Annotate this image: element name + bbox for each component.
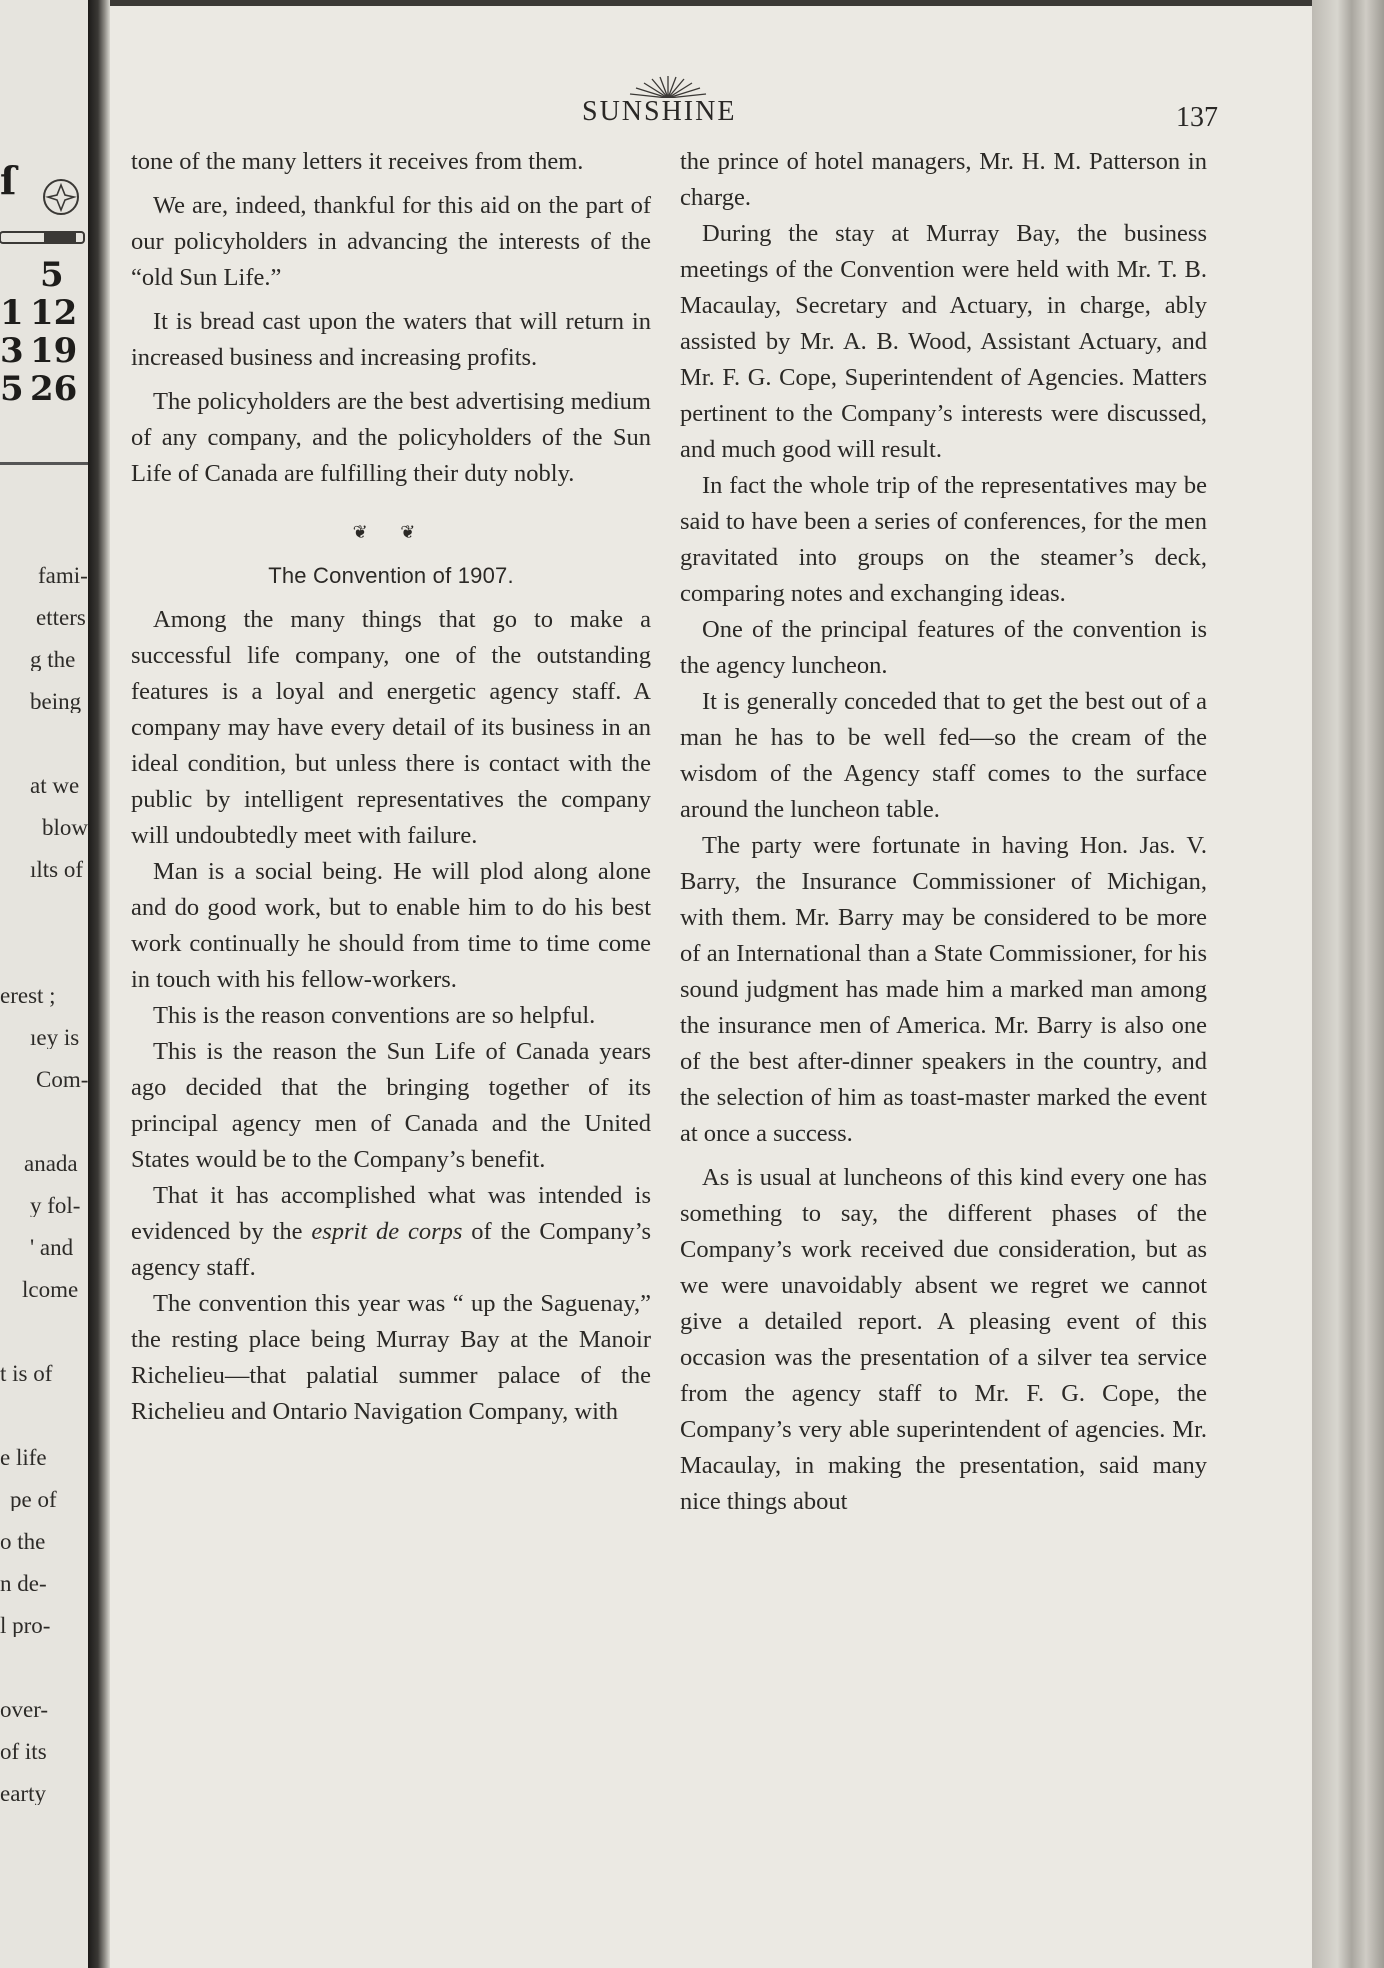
calendar-banner-icon: [0, 230, 90, 246]
calendar-number: 3: [0, 331, 24, 371]
left-column: [131, 144, 651, 1430]
page-stack-edge: [1312, 0, 1384, 1968]
calendar-number: 5: [40, 255, 64, 295]
sunburst-icon: [618, 74, 718, 98]
text-fragment: blow: [42, 816, 88, 839]
section-ornament: ❦ ❦: [352, 522, 430, 542]
text-fragment: ıey is: [30, 1026, 80, 1049]
paragraph: the prince of hotel managers, Mr. H. M. Patterson in charge.: [680, 148, 1207, 211]
paragraph: [131, 1178, 651, 1286]
paragraph: This is the reason conventions are so helpful.: [153, 1002, 596, 1029]
section-heading: The Convention of 1907.: [268, 563, 514, 588]
calendar-number: 1: [0, 293, 24, 333]
text-fragment: g the: [30, 648, 76, 671]
text-fragment: etters: [36, 606, 86, 629]
paragraph: During the stay at Murray Bay, the business meetings of the Convention were held with Mr. T. B. Macaulay, Secretary and Actuary, in charge, ably assisted by Mr. A. B. Wood, Assistant Actuary, and Mr. F. G. Cope, Superintendent of Agencies. Matters pertinent to the Company’s interests were discussed, and much good will result.: [680, 220, 1207, 463]
paragraph: One of the principal features of the convention is the agency luncheon.: [680, 616, 1207, 679]
text-fragment: pe of: [10, 1488, 57, 1511]
book-gutter: [88, 0, 110, 1968]
text-fragment: ' and: [30, 1236, 74, 1259]
paragraph-text: of the Company’s agency staff.: [131, 1218, 651, 1281]
text-fragment: of its: [0, 1740, 47, 1763]
text-fragment: at we: [30, 774, 80, 797]
paragraph: This is the reason the Sun Life of Canada years ago decided that the bringing together of its principal agency men of Canada and the United States would be to the Company’s benefit.: [131, 1038, 651, 1173]
paragraph: We are, indeed, thankful for this aid on the part of our policyholders in advancing the interests of the “old Sun Life.”: [131, 192, 651, 291]
text-fragment: o the: [0, 1530, 46, 1553]
paragraph: The party were fortunate in having Hon. Jas. V. Barry, the Insurance Commissioner of Michigan, with them. Mr. Barry may be considered to be more of an International than a State Commissioner, for his sound judgment has made him a marked man among the insurance men of America. Mr. Barry is also one of the best after-dinner speakers in the country, and the selection of him as toast-master marked the event at once a success.: [680, 832, 1207, 1147]
text-fragment: lcome: [22, 1278, 79, 1301]
paragraph: As is usual at luncheons of this kind every one has something to say, the different phases of the Company’s work received due consideration, but as we were unavoidably absent we regret we cannot give a detailed report. A pleasing event of this occasion was the presentation of a silver tea service from the agency staff to Mr. F. G. Cope, the Company’s very able superintendent of agencies. Mr. Macaulay, in making the presentation, said many nice things about: [680, 1164, 1207, 1515]
paragraph: Among the many things that go to make a successful life company, one of the outstanding features is a loyal and energetic agency staff. A company may have every detail of its business in an ideal condition, but unless there is contact with the public by intelligent representatives the company will undoubtedly meet with failure.: [131, 606, 651, 849]
paragraph: Man is a social being. He will plod along alone and do good work, but to enable him to do his best work continually he should from time to time come in touch with his fellow-workers.: [131, 858, 651, 993]
text-fragment: anada: [24, 1152, 78, 1175]
calendar-divider: [0, 462, 90, 465]
text-fragment: n de-: [0, 1572, 47, 1595]
paragraph: In fact the whole trip of the representatives may be said to have been a series of conferences, for the men gravitated into groups on the steamer’s deck, comparing notes and exchanging ideas.: [680, 472, 1207, 607]
calendar-number: 12: [30, 293, 78, 333]
text-fragment: over-: [0, 1698, 49, 1721]
paragraph: It is bread cast upon the waters that will return in increased business and increasing profits.: [131, 308, 651, 371]
text-fragment: fami-: [38, 564, 88, 587]
calendar-bracket: ſ: [0, 158, 17, 203]
italic-phrase: esprit de corps: [311, 1218, 463, 1245]
text-fragment: earty: [0, 1782, 46, 1805]
text-fragment: e life: [0, 1446, 47, 1469]
left-page-edge: [0, 0, 92, 1968]
calendar-number: 19: [30, 331, 78, 371]
paragraph-text: That it has accomplished what was intended is evidenced by the: [131, 1182, 651, 1245]
page-top-edge: [110, 0, 1320, 6]
text-fragment: erest ;: [0, 984, 56, 1007]
masthead-title: SUNSHINE: [582, 96, 737, 127]
page-number: 137: [1176, 102, 1218, 133]
paragraph: tone of the many letters it receives from them.: [131, 148, 584, 175]
text-fragment: y fol-: [30, 1194, 81, 1217]
text-fragment: l pro-: [0, 1614, 51, 1637]
paragraph: The convention this year was “ up the Saguenay,” the resting place being Murray Bay at the Manoir Richelieu—that palatial summer palace of the Richelieu and Ontario Navigation Company, with: [131, 1290, 651, 1425]
calendar-seal-icon: [40, 176, 82, 218]
text-fragment: Com-: [36, 1068, 89, 1091]
calendar-number: 5: [0, 369, 24, 409]
right-column: [680, 144, 1207, 1520]
calendar-number: 26: [30, 369, 78, 409]
text-fragment: ılts of: [30, 858, 84, 881]
text-fragment: being: [30, 690, 82, 713]
paragraph: The policyholders are the best advertising medium of any company, and the policyholders of the Sun Life of Canada are fulfilling their duty nobly.: [131, 388, 651, 487]
text-fragment: t is of: [0, 1362, 53, 1385]
paragraph: It is generally conceded that to get the best out of a man he has to be well fed—so the cream of the wisdom of the Agency staff comes to the surface around the luncheon table.: [680, 688, 1207, 823]
